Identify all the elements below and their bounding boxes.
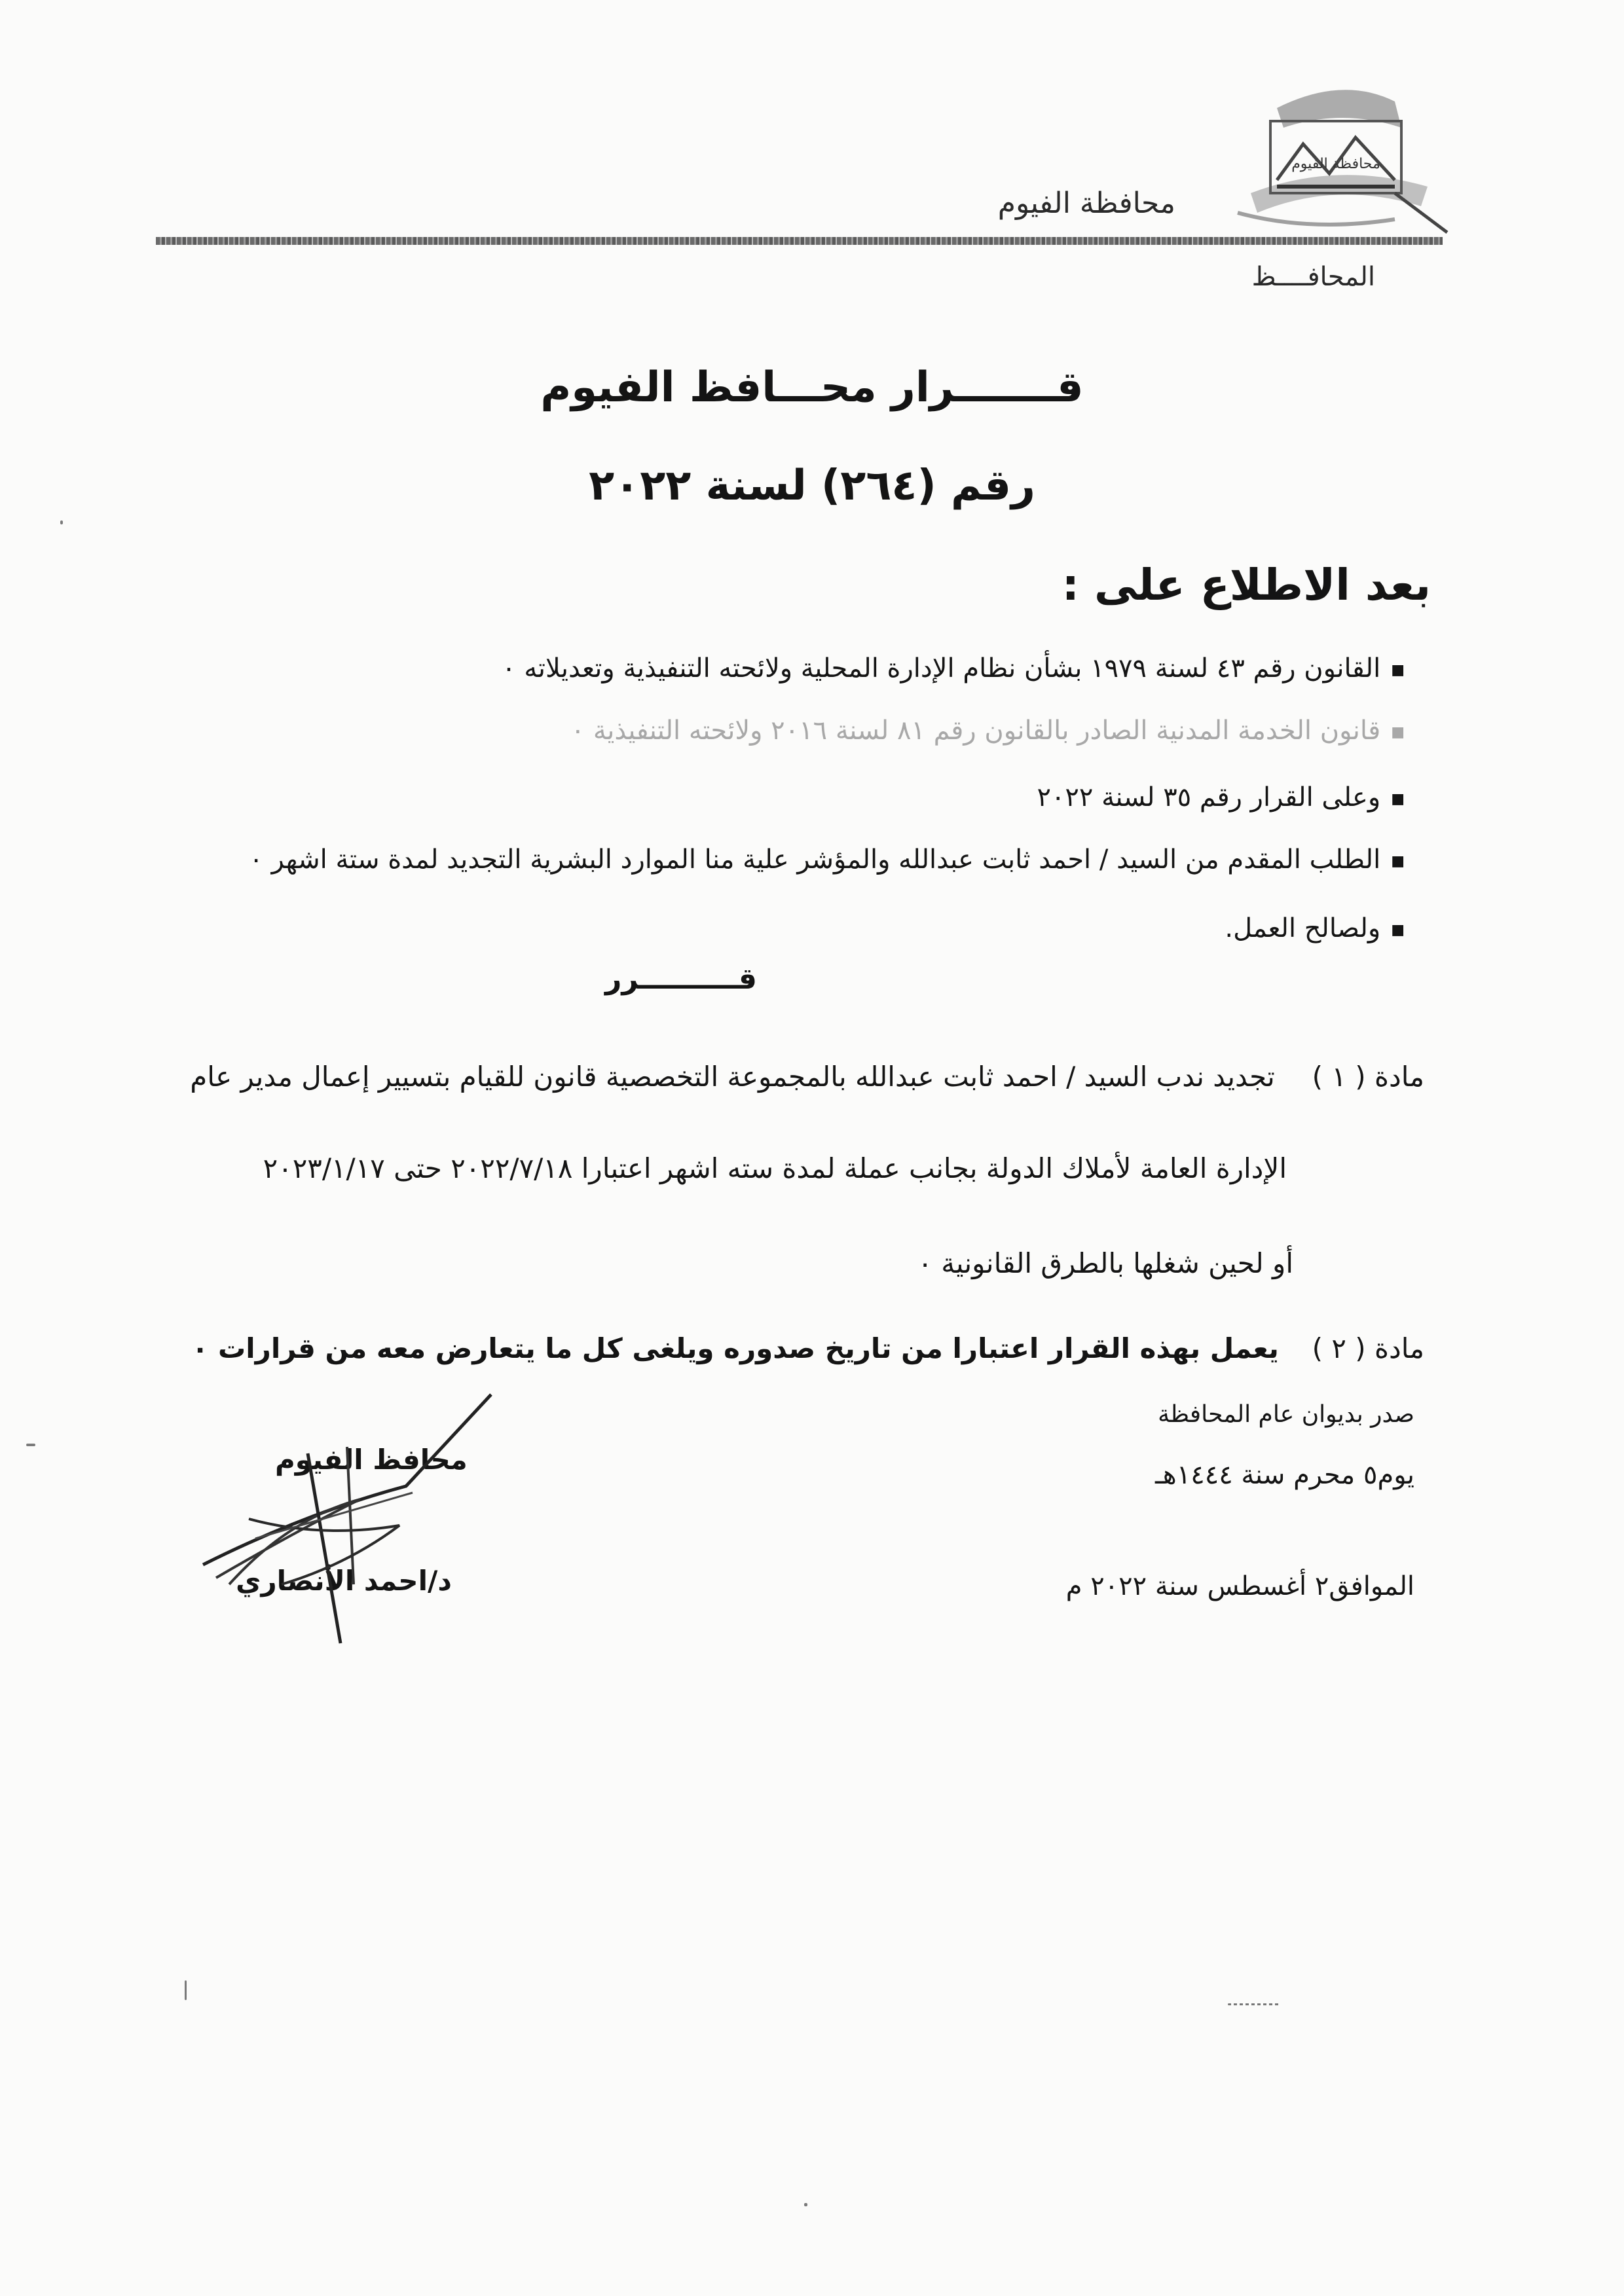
scan-speck [60, 520, 63, 524]
bullet-icon: ■ [1391, 852, 1405, 869]
issue-date-hijri: يوم٥ محرم سنة ١٤٤٤هـ [1154, 1460, 1414, 1490]
governor-office-label: المحافــــظ [1251, 262, 1375, 292]
article-1-text: تجديد ندب السيد / احمد ثابت عبدالله بالمجموعة التخصصية قانون للقيام بتسيير إعمال مدير عام [190, 1061, 1275, 1093]
preamble-clause: ■قانون الخدمة المدنية الصادر بالقانون رقم ٨١ لسنة ٢٠١٦ ولائحته التنفيذية ٠ [570, 716, 1405, 746]
bullet-icon: ■ [1391, 723, 1405, 740]
scan-speck [804, 2203, 807, 2206]
decree-label: قــــــــــرر [605, 962, 757, 996]
handwritten-signature-icon [190, 1368, 498, 1650]
emblem-text: محافظة الفيوم [1291, 156, 1380, 172]
article-2 [192, 1332, 1424, 1364]
article-1-continuation: الإدارة العامة لأملاك الدولة بجانب عملة لمدة سته اشهر اعتبارا ٢٠٢٢/٧/١٨ حتى ٢٠٢٣/١/١٧ [263, 1152, 1287, 1184]
governorate-emblem-icon [1231, 82, 1454, 239]
decision-number: رقم (٢٦٤) لسنة ٢٠٢٢ [589, 462, 1035, 510]
article-1-continuation: أو لحين شغلها بالطرق القانونية ٠ [917, 1247, 1293, 1279]
bullet-icon: ■ [1391, 790, 1405, 807]
preamble-clause: ■الطلب المقدم من السيد / احمد ثابت عبدالله والمؤشر علية منا الموارد البشرية التجديد لمدة ستة اشهر ٠ [249, 845, 1405, 875]
article-2-text: يعمل بهذه القرار اعتبارا من تاريخ صدوره ويلغى كل ما يتعارض معه من قرارات ٠ [191, 1332, 1279, 1364]
preamble-heading: بعد الاطلاع على : [1061, 560, 1431, 610]
scan-speck [26, 1444, 35, 1446]
article-1 [190, 1061, 1424, 1093]
bullet-icon: ■ [1391, 661, 1405, 678]
article-2-label: مادة ( ٢ ) [1312, 1332, 1424, 1364]
issued-at: صدر بديوان عام المحافظة [1158, 1401, 1414, 1428]
scan-speck [1228, 2003, 1280, 2005]
article-1-label: مادة ( ١ ) [1312, 1061, 1424, 1093]
preamble-clause: ■وعلى القرار رقم ٣٥ لسنة ٢٠٢٢ [1037, 782, 1405, 812]
preamble-clause: ■ولصالح العمل. [1225, 913, 1405, 943]
signatory-name: د/احمد الأنصاري [236, 1565, 452, 1597]
governorate-name: محافظة الفيوم [997, 187, 1175, 220]
bullet-icon: ■ [1391, 921, 1405, 938]
scan-speck [185, 1980, 187, 2000]
preamble-clause: ■القانون رقم ٤٣ لسنة ١٩٧٩ بشأن نظام الإدارة المحلية ولائحته التنفيذية وتعديلاته ٠ [502, 653, 1405, 683]
header-divider [156, 237, 1443, 245]
issue-date-gregorian: الموافق٢ أغسطس سنة ٢٠٢٢ م [1065, 1571, 1414, 1601]
decision-title: قـــــــرار محـــافظ الفيوم [540, 363, 1084, 412]
signatory-title: محافظ الفيوم [275, 1444, 468, 1476]
